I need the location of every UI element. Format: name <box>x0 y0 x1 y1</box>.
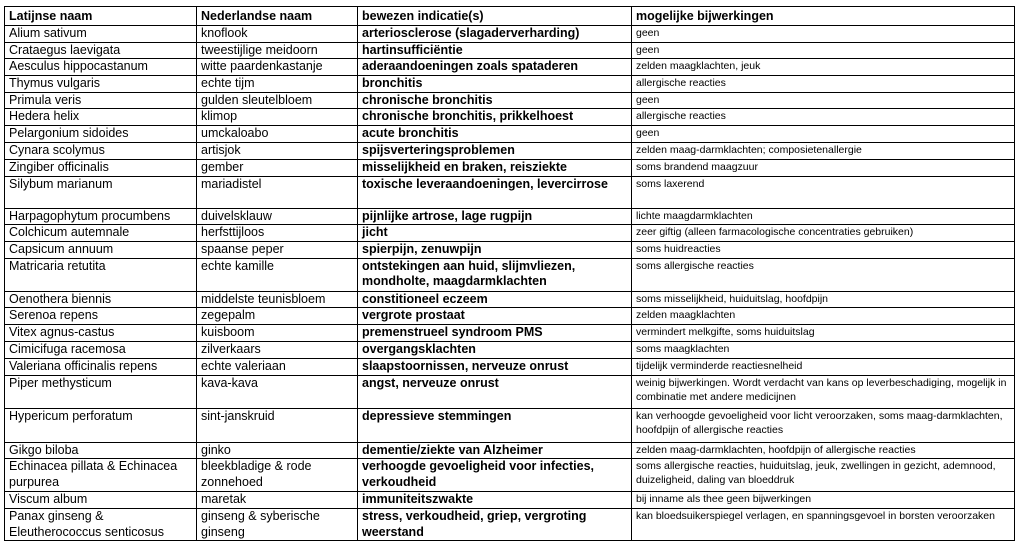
cell-latin-name: Piper methysticum <box>5 375 197 408</box>
cell-dutch-name: bleekbladige & rode zonnehoed <box>197 459 358 492</box>
cell-indication: spijsverteringsproblemen <box>358 142 632 159</box>
table-row <box>5 375 1015 408</box>
cell-dutch-name: zegepalm <box>197 308 358 325</box>
cell-side-effects: soms huidreacties <box>632 241 1015 258</box>
cell-dutch-name: echte valeriaan <box>197 358 358 375</box>
header-indications: bewezen indicatie(s) <box>358 7 632 26</box>
cell-indication: angst, nerveuze onrust <box>358 375 632 408</box>
cell-indication: vergrote prostaat <box>358 308 632 325</box>
cell-latin-name: Crataegus laevigata <box>5 42 197 59</box>
cell-latin-name: Serenoa repens <box>5 308 197 325</box>
cell-latin-name: Hypericum perforatum <box>5 408 197 442</box>
table-row <box>5 176 1015 208</box>
cell-indication: constitioneel eczeem <box>358 291 632 308</box>
cell-dutch-name: zilverkaars <box>197 341 358 358</box>
cell-side-effects: lichte maagdarmklachten <box>632 208 1015 225</box>
cell-dutch-name: klimop <box>197 109 358 126</box>
cell-indication: chronische bronchitis <box>358 92 632 109</box>
cell-indication: chronische bronchitis, prikkelhoest <box>358 109 632 126</box>
cell-latin-name: Alium sativum <box>5 26 197 43</box>
cell-dutch-name: echte kamille <box>197 258 358 291</box>
cell-dutch-name: gember <box>197 159 358 176</box>
cell-indication: misselijkheid en braken, reisziekte <box>358 159 632 176</box>
cell-latin-name: Harpagophytum procumbens <box>5 208 197 225</box>
table-row <box>5 408 1015 442</box>
cell-indication: stress, verkoudheid, griep, vergroting weerstand <box>358 509 632 541</box>
cell-latin-name: Cynara scolymus <box>5 142 197 159</box>
header-row <box>5 7 1015 26</box>
cell-latin-name: Vitex agnus-castus <box>5 324 197 341</box>
cell-dutch-name: gulden sleutelbloem <box>197 92 358 109</box>
table-row <box>5 208 1015 225</box>
cell-latin-name: Oenothera biennis <box>5 291 197 308</box>
cell-indication: toxische leveraandoeningen, levercirrose <box>358 176 632 208</box>
cell-dutch-name: kuisboom <box>197 324 358 341</box>
cell-side-effects: zelden maag-darmklachten; composietenallergie <box>632 142 1015 159</box>
table-row <box>5 308 1015 325</box>
cell-latin-name: Primula veris <box>5 92 197 109</box>
cell-indication: pijnlijke artrose, lage rugpijn <box>358 208 632 225</box>
cell-indication: jicht <box>358 225 632 242</box>
cell-side-effects: zeer giftig (alleen farmacologische concentraties gebruiken) <box>632 225 1015 242</box>
table-row <box>5 324 1015 341</box>
herb-table <box>4 6 1015 541</box>
table-row <box>5 225 1015 242</box>
cell-side-effects: allergische reacties <box>632 76 1015 93</box>
cell-latin-name: Valeriana officinalis repens <box>5 358 197 375</box>
cell-dutch-name: sint-janskruid <box>197 408 358 442</box>
cell-dutch-name: duivelsklauw <box>197 208 358 225</box>
table-row <box>5 341 1015 358</box>
cell-side-effects: geen <box>632 125 1015 142</box>
cell-latin-name: Matricaria retutita <box>5 258 197 291</box>
table-row <box>5 258 1015 291</box>
cell-dutch-name: tweestijlige meidoorn <box>197 42 358 59</box>
cell-latin-name: Panax ginseng & Eleutherococcus senticosus <box>5 509 197 541</box>
cell-side-effects: geen <box>632 26 1015 43</box>
cell-side-effects: tijdelijk verminderde reactiesnelheid <box>632 358 1015 375</box>
table-row <box>5 76 1015 93</box>
cell-side-effects: zelden maagklachten <box>632 308 1015 325</box>
cell-indication: ontstekingen aan huid, slijmvliezen, mondholte, maagdarmklachten <box>358 258 632 291</box>
cell-side-effects: geen <box>632 92 1015 109</box>
cell-indication: premenstrueel syndroom PMS <box>358 324 632 341</box>
cell-indication: slaapstoornissen, nerveuze onrust <box>358 358 632 375</box>
cell-dutch-name: knoflook <box>197 26 358 43</box>
cell-indication: depressieve stemmingen <box>358 408 632 442</box>
cell-indication: aderaandoeningen zoals spataderen <box>358 59 632 76</box>
cell-dutch-name: artisjok <box>197 142 358 159</box>
cell-side-effects: allergische reacties <box>632 109 1015 126</box>
cell-dutch-name: spaanse peper <box>197 241 358 258</box>
cell-latin-name: Hedera helix <box>5 109 197 126</box>
cell-dutch-name: middelste teunisbloem <box>197 291 358 308</box>
cell-side-effects: kan verhoogde gevoeligheid voor licht veroorzaken, soms maag-darmklachten, hoofdpijn of allergische reacties <box>632 408 1015 442</box>
cell-dutch-name: echte tijm <box>197 76 358 93</box>
table-row <box>5 109 1015 126</box>
cell-dutch-name: ginseng & syberische ginseng <box>197 509 358 541</box>
cell-indication: spierpijn, zenuwpijn <box>358 241 632 258</box>
table-body <box>5 26 1015 541</box>
cell-side-effects: weinig bijwerkingen. Wordt verdacht van kans op leverbeschadiging, mogelijk in combinatie met andere medicijnen <box>632 375 1015 408</box>
cell-indication: acute bronchitis <box>358 125 632 142</box>
cell-side-effects: bij inname als thee geen bijwerkingen <box>632 492 1015 509</box>
cell-latin-name: Aesculus hippocastanum <box>5 59 197 76</box>
table-row <box>5 26 1015 43</box>
cell-latin-name: Zingiber officinalis <box>5 159 197 176</box>
cell-side-effects: soms allergische reacties, huiduitslag, jeuk, zwellingen in gezicht, ademnood, duizeligheid, daling van bloeddruk <box>632 459 1015 492</box>
cell-indication: hartinsufficiëntie <box>358 42 632 59</box>
table-row <box>5 442 1015 459</box>
table-row <box>5 159 1015 176</box>
cell-dutch-name: maretak <box>197 492 358 509</box>
cell-indication: dementie/ziekte van Alzheimer <box>358 442 632 459</box>
cell-latin-name: Thymus vulgaris <box>5 76 197 93</box>
cell-side-effects: soms allergische reacties <box>632 258 1015 291</box>
cell-side-effects: vermindert melkgifte, soms huiduitslag <box>632 324 1015 341</box>
table-row <box>5 358 1015 375</box>
cell-latin-name: Pelargonium sidoides <box>5 125 197 142</box>
cell-side-effects: kan bloedsuikerspiegel verlagen, en spanningsgevoel in borsten veroorzaken <box>632 509 1015 541</box>
cell-side-effects: soms maagklachten <box>632 341 1015 358</box>
cell-side-effects: soms laxerend <box>632 176 1015 208</box>
table-row <box>5 42 1015 59</box>
table-row <box>5 241 1015 258</box>
cell-indication: immuniteitszwakte <box>358 492 632 509</box>
cell-dutch-name: herfsttijloos <box>197 225 358 242</box>
cell-latin-name: Cimicifuga racemosa <box>5 341 197 358</box>
cell-indication: arteriosclerose (slagaderverharding) <box>358 26 632 43</box>
table-row <box>5 459 1015 492</box>
header-dutch-name: Nederlandse naam <box>197 7 358 26</box>
cell-dutch-name: witte paardenkastanje <box>197 59 358 76</box>
cell-side-effects: soms misselijkheid, huiduitslag, hoofdpijn <box>632 291 1015 308</box>
cell-indication: overgangsklachten <box>358 341 632 358</box>
cell-dutch-name: kava-kava <box>197 375 358 408</box>
cell-indication: verhoogde gevoeligheid voor infecties, verkoudheid <box>358 459 632 492</box>
cell-latin-name: Viscum album <box>5 492 197 509</box>
table-row <box>5 291 1015 308</box>
table-row <box>5 125 1015 142</box>
table-row <box>5 59 1015 76</box>
header-side-effects: mogelijke bijwerkingen <box>632 7 1015 26</box>
table-row <box>5 142 1015 159</box>
cell-indication: bronchitis <box>358 76 632 93</box>
header-latin-name: Latijnse naam <box>5 7 197 26</box>
cell-side-effects: geen <box>632 42 1015 59</box>
cell-dutch-name: mariadistel <box>197 176 358 208</box>
cell-side-effects: soms brandend maagzuur <box>632 159 1015 176</box>
cell-latin-name: Silybum marianum <box>5 176 197 208</box>
table-row <box>5 492 1015 509</box>
cell-latin-name: Capsicum annuum <box>5 241 197 258</box>
cell-side-effects: zelden maag-darmklachten, hoofdpijn of allergische reacties <box>632 442 1015 459</box>
cell-dutch-name: umckaloabo <box>197 125 358 142</box>
table-row <box>5 509 1015 541</box>
cell-latin-name: Echinacea pillata & Echinacea purpurea <box>5 459 197 492</box>
table-row <box>5 92 1015 109</box>
cell-side-effects: zelden maagklachten, jeuk <box>632 59 1015 76</box>
cell-latin-name: Colchicum autemnale <box>5 225 197 242</box>
cell-dutch-name: ginko <box>197 442 358 459</box>
cell-latin-name: Gikgo biloba <box>5 442 197 459</box>
